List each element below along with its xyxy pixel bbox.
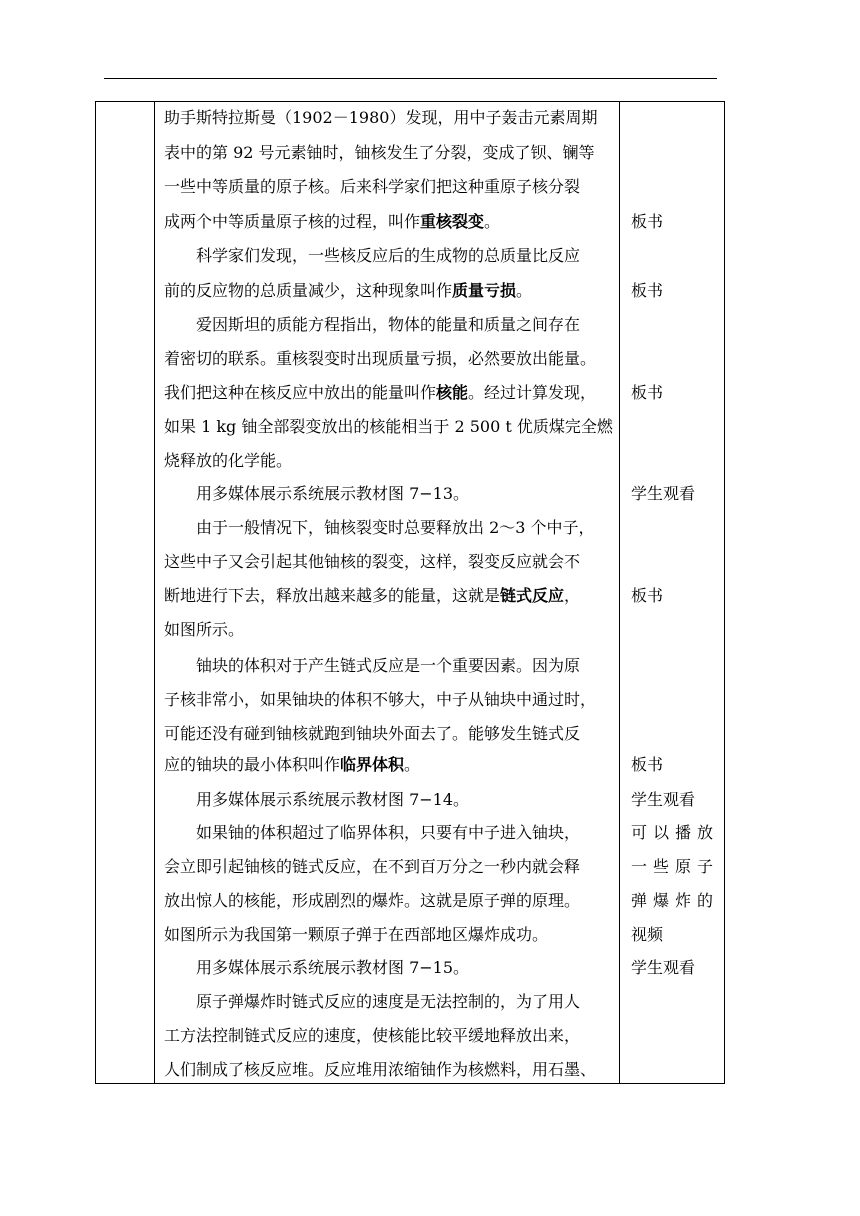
text-line: 烧释放的化学能。 xyxy=(164,451,293,470)
term-heavy-fission: 重核裂变 xyxy=(420,212,485,231)
note-video-line: 可 以 播 放 xyxy=(631,823,713,842)
header-rule xyxy=(104,78,717,79)
note-students-watch: 学生观看 xyxy=(631,790,696,809)
note-students-watch: 学生观看 xyxy=(631,484,696,503)
text-line: 原子弹爆炸时链式反应的速度是无法控制的，为了用人 xyxy=(196,992,581,1011)
note-video-line: 一 些 原 子 xyxy=(631,857,713,876)
column-divider xyxy=(154,102,155,1083)
text-line: 一些中等质量的原子核。后来科学家们把这种重原子核分裂 xyxy=(164,177,581,196)
text-line: 着密切的联系。重核裂变时出现质量亏损，必然要放出能量。 xyxy=(164,349,597,368)
text-line: 铀块的体积对于产生链式反应是一个重要因素。因为原 xyxy=(196,656,581,675)
term-nuclear-energy: 核能 xyxy=(436,383,469,402)
text-line: 表中的第 92 号元素铀时，铀核发生了分裂，变成了钡、镧等 xyxy=(164,143,595,162)
text-line: 断地进行下去，释放出越来越多的能量，这就是链式反应， xyxy=(164,586,581,605)
text-line: 如果铀的体积超过了临界体积，只要有中子进入铀块， xyxy=(196,823,581,842)
text-line: 用多媒体展示系统展示教材图 7−14。 xyxy=(196,790,470,809)
text-line: 助手斯特拉斯曼（1902－1980）发现，用中子轰击元素周期 xyxy=(164,108,598,127)
note-blackboard: 板书 xyxy=(631,281,664,300)
note-blackboard: 板书 xyxy=(631,212,664,231)
term-chain-reaction: 链式反应 xyxy=(500,586,565,605)
lesson-table xyxy=(95,101,725,1084)
text-line: 放出惊人的核能，形成剧烈的爆炸。这就是原子弹的原理。 xyxy=(164,891,581,910)
note-blackboard: 板书 xyxy=(631,383,664,402)
text-line: 用多媒体展示系统展示教材图 7−13。 xyxy=(196,484,470,503)
term-critical-volume: 临界体积 xyxy=(340,755,405,774)
text-line: 科学家们发现，一些核反应后的生成物的总质量比反应 xyxy=(196,246,581,265)
note-blackboard: 板书 xyxy=(631,755,664,774)
column-divider xyxy=(619,102,620,1083)
text-line: 用多媒体展示系统展示教材图 7−15。 xyxy=(196,958,470,977)
term-mass-defect: 质量亏损 xyxy=(452,281,517,300)
note-video-line: 弹 爆 炸 的 xyxy=(631,891,713,910)
text-line: 我们把这种在核反应中放出的能量叫作核能。经过计算发现， xyxy=(164,383,597,402)
text-line: 成两个中等质量原子核的过程，叫作重核裂变。 xyxy=(164,212,501,231)
text-line: 如图所示为我国第一颗原子弹于在西部地区爆炸成功。 xyxy=(164,925,549,944)
text-line: 如图所示。 xyxy=(164,620,245,639)
text-line: 人们制成了核反应堆。反应堆用浓缩铀作为核燃料，用石墨、 xyxy=(164,1060,597,1079)
text-line: 应的铀块的最小体积叫作临界体积。 xyxy=(164,755,421,774)
note-students-watch: 学生观看 xyxy=(631,958,696,977)
text-line: 这些中子又会引起其他铀核的裂变，这样，裂变反应就会不 xyxy=(164,552,581,571)
text-line: 由于一般情况下，铀核裂变时总要释放出 2～3 个中子， xyxy=(196,518,595,537)
text-line: 工方法控制链式反应的速度，使核能比较平缓地释放出来， xyxy=(164,1026,581,1045)
text-line: 如果 1 kg 铀全部裂变放出的核能相当于 2 500 t 优质煤完全燃 xyxy=(164,417,613,436)
text-line: 会立即引起铀核的链式反应，在不到百万分之一秒内就会释 xyxy=(164,857,581,876)
note-video-line: 视频 xyxy=(631,925,664,944)
note-blackboard: 板书 xyxy=(631,586,664,605)
text-line: 前的反应物的总质量减少，这种现象叫作质量亏损。 xyxy=(164,281,533,300)
text-line: 子核非常小，如果铀块的体积不够大，中子从铀块中通过时， xyxy=(164,690,597,709)
text-line: 可能还没有碰到铀核就跑到铀块外面去了。能够发生链式反 xyxy=(164,724,581,743)
text-line: 爱因斯坦的质能方程指出，物体的能量和质量之间存在 xyxy=(196,315,581,334)
